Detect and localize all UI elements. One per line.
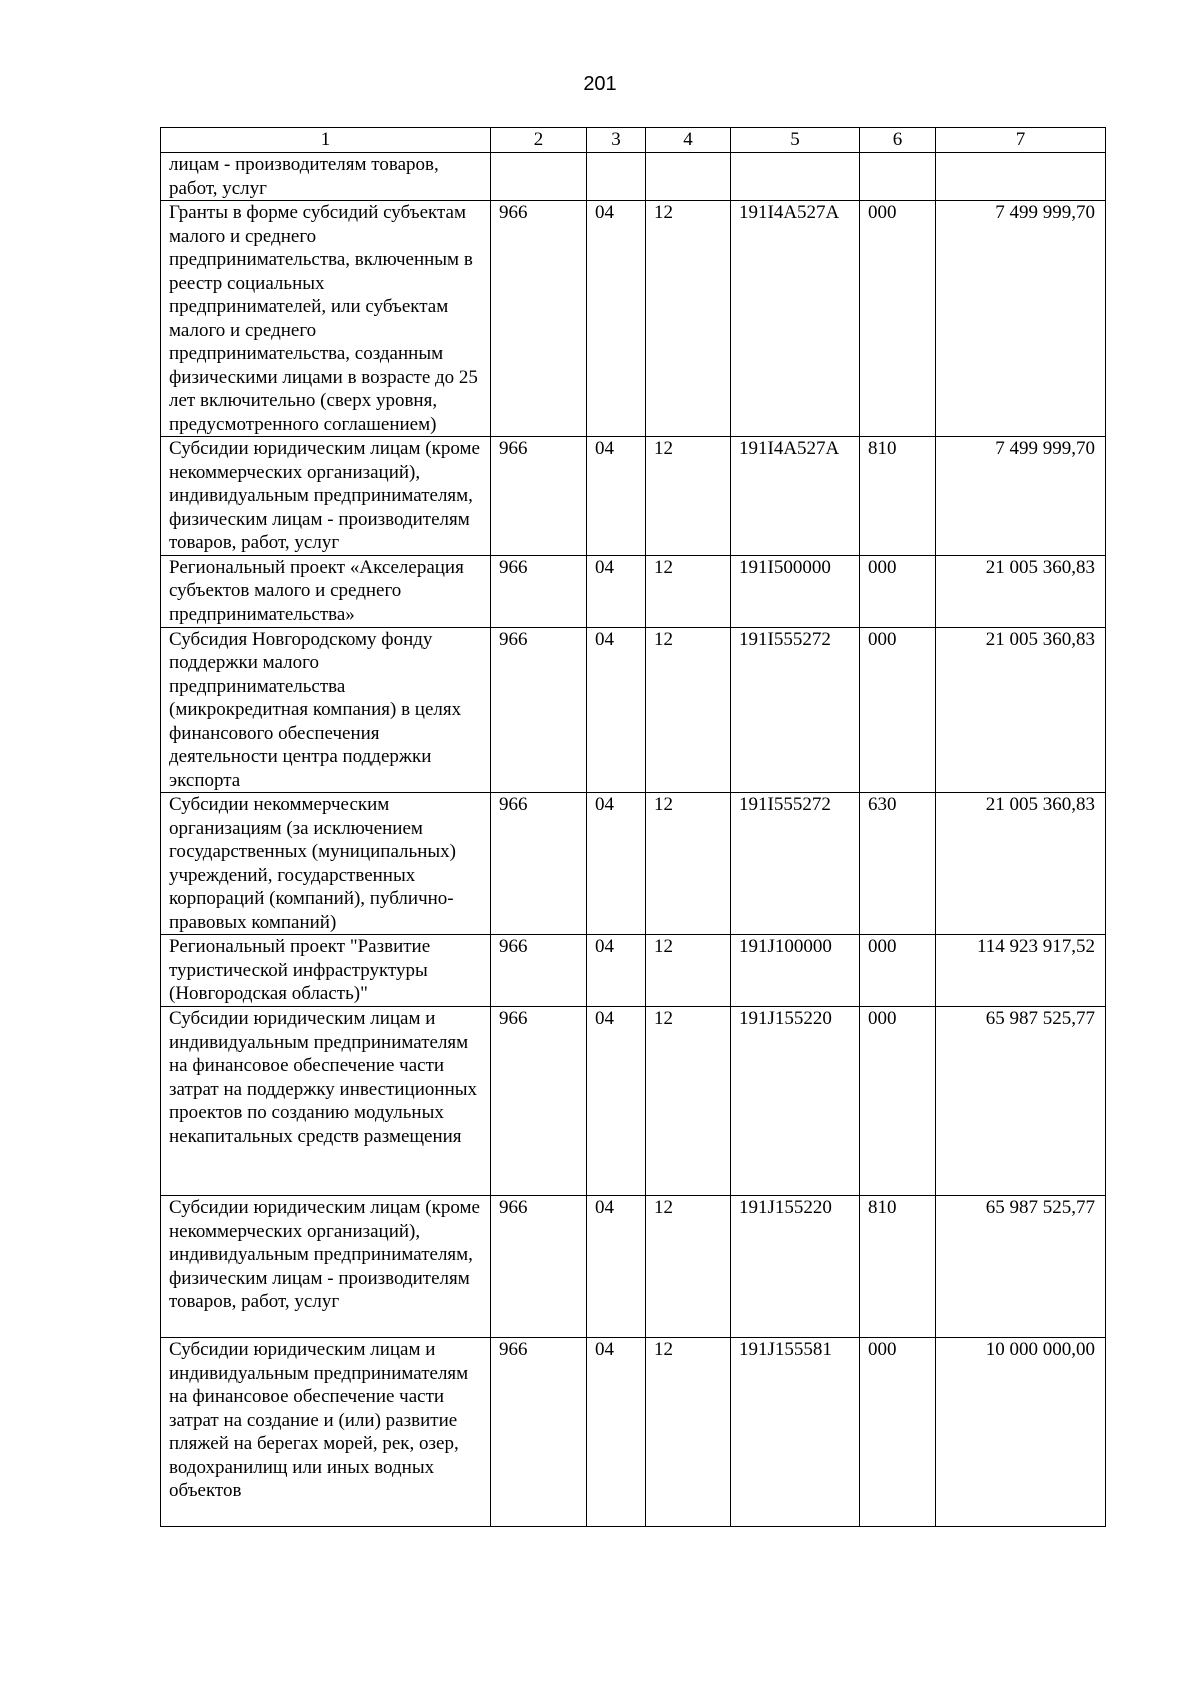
subsection-cell: 12	[646, 1007, 731, 1196]
subsection-cell: 12	[646, 935, 731, 1007]
row-name-cell: Субсидии юридическим лицам (кроме некоммерческих организаций), индивидуальным предпринимателям, физическим лицам - производителям товаров, работ, услуг	[161, 437, 491, 556]
subsection-cell: 12	[646, 627, 731, 793]
amount-cell: 7 499 999,70	[936, 201, 1106, 437]
admin-code-cell: 966	[491, 555, 587, 627]
target-article-cell: 191I555272	[731, 627, 860, 793]
row-name-cell: лицам - производителям товаров, работ, услуг	[161, 153, 491, 201]
subsection-cell: 12	[646, 1196, 731, 1338]
section-cell: 04	[587, 1196, 646, 1338]
row-name-cell: Субсидия Новгородскому фонду поддержки малого предпринимательства (микрокредитная компания) в целях финансового обеспечения деятельности центра поддержки экспорта	[161, 627, 491, 793]
table-row	[161, 627, 1106, 793]
admin-code-cell: 966	[491, 627, 587, 793]
section-cell	[587, 153, 646, 201]
column-header: 3	[587, 128, 646, 153]
target-article-cell: 191I4A527A	[731, 437, 860, 556]
subsection-cell: 12	[646, 201, 731, 437]
header-row	[161, 128, 1106, 153]
target-article-cell: 191J155220	[731, 1196, 860, 1338]
row-name-cell: Субсидии юридическим лицам и индивидуальным предпринимателям на финансовое обеспечение части затрат на создание и (или) развитие пляжей на берегах морей, рек, озер, водохранилищ или иных водных объектов	[161, 1338, 491, 1527]
section-cell: 04	[587, 793, 646, 935]
amount-cell: 65 987 525,77	[936, 1196, 1106, 1338]
admin-code-cell	[491, 153, 587, 201]
section-cell: 04	[587, 201, 646, 437]
target-article-cell: 191I500000	[731, 555, 860, 627]
column-header: 5	[731, 128, 860, 153]
section-cell: 04	[587, 555, 646, 627]
amount-cell: 21 005 360,83	[936, 793, 1106, 935]
section-cell: 04	[587, 627, 646, 793]
section-cell: 04	[587, 437, 646, 556]
page-number: 201	[583, 73, 617, 95]
table-row	[161, 935, 1106, 1007]
expense-type-cell: 000	[860, 1338, 936, 1527]
admin-code-cell: 966	[491, 1007, 587, 1196]
row-name-cell: Региональный проект «Акселерация субъектов малого и среднего предпринимательства»	[161, 555, 491, 627]
subsection-cell: 12	[646, 793, 731, 935]
amount-cell: 10 000 000,00	[936, 1338, 1106, 1527]
target-article-cell: 191J155220	[731, 1007, 860, 1196]
expense-type-cell: 000	[860, 627, 936, 793]
amount-cell: 21 005 360,83	[936, 555, 1106, 627]
expense-type-cell	[860, 153, 936, 201]
expense-type-cell: 000	[860, 935, 936, 1007]
amount-cell: 7 499 999,70	[936, 437, 1106, 556]
table-row	[161, 437, 1106, 556]
admin-code-cell: 966	[491, 935, 587, 1007]
row-name-cell: Субсидии некоммерческим организациям (за исключением государственных (муниципальных) учреждений, государственных корпораций (компаний), публично-правовых компаний)	[161, 793, 491, 935]
section-cell: 04	[587, 1338, 646, 1527]
row-name-cell: Субсидии юридическим лицам (кроме некоммерческих организаций), индивидуальным предпринимателям, физическим лицам - производителям товаров, работ, услуг	[161, 1196, 491, 1338]
subsection-cell: 12	[646, 555, 731, 627]
table-row	[161, 555, 1106, 627]
row-name-cell: Региональный проект "Развитие туристической инфраструктуры (Новгородская область)"	[161, 935, 491, 1007]
table-body	[161, 128, 1106, 1527]
target-article-cell: 191I4A527A	[731, 201, 860, 437]
target-article-cell: 191J100000	[731, 935, 860, 1007]
subsection-cell: 12	[646, 437, 731, 556]
expense-type-cell: 810	[860, 437, 936, 556]
column-header: 4	[646, 128, 731, 153]
column-header: 1	[161, 128, 491, 153]
admin-code-cell: 966	[491, 1338, 587, 1527]
table-row	[161, 153, 1106, 201]
expense-type-cell: 810	[860, 1196, 936, 1338]
expense-type-cell: 000	[860, 555, 936, 627]
amount-cell: 65 987 525,77	[936, 1007, 1106, 1196]
amount-cell: 21 005 360,83	[936, 627, 1106, 793]
table-row	[161, 1338, 1106, 1527]
subsection-cell: 12	[646, 1338, 731, 1527]
section-cell: 04	[587, 1007, 646, 1196]
admin-code-cell: 966	[491, 793, 587, 935]
column-header: 7	[936, 128, 1106, 153]
expense-type-cell: 630	[860, 793, 936, 935]
amount-cell: 114 923 917,52	[936, 935, 1106, 1007]
subsection-cell	[646, 153, 731, 201]
admin-code-cell: 966	[491, 1196, 587, 1338]
column-header: 6	[860, 128, 936, 153]
admin-code-cell: 966	[491, 437, 587, 556]
target-article-cell	[731, 153, 860, 201]
target-article-cell: 191J155581	[731, 1338, 860, 1527]
budget-table	[160, 127, 1106, 1527]
table-row	[161, 201, 1106, 437]
table-row	[161, 793, 1106, 935]
target-article-cell: 191I555272	[731, 793, 860, 935]
row-name-cell: Гранты в форме субсидий субъектам малого и среднего предпринимательства, включенным в реестр социальных предпринимателей, или субъектам малого и среднего предпринимательства, созданным физическими лицами в возрасте до 25 лет включительно (сверх уровня, предусмотренного соглашением)	[161, 201, 491, 437]
column-header: 2	[491, 128, 587, 153]
expense-type-cell: 000	[860, 201, 936, 437]
table-row	[161, 1196, 1106, 1338]
amount-cell	[936, 153, 1106, 201]
table-row	[161, 1007, 1106, 1196]
expense-type-cell: 000	[860, 1007, 936, 1196]
row-name-cell: Субсидии юридическим лицам и индивидуальным предпринимателям на финансовое обеспечение части затрат на поддержку инвестиционных проектов по созданию модульных некапитальных средств размещения	[161, 1007, 491, 1196]
admin-code-cell: 966	[491, 201, 587, 437]
section-cell: 04	[587, 935, 646, 1007]
